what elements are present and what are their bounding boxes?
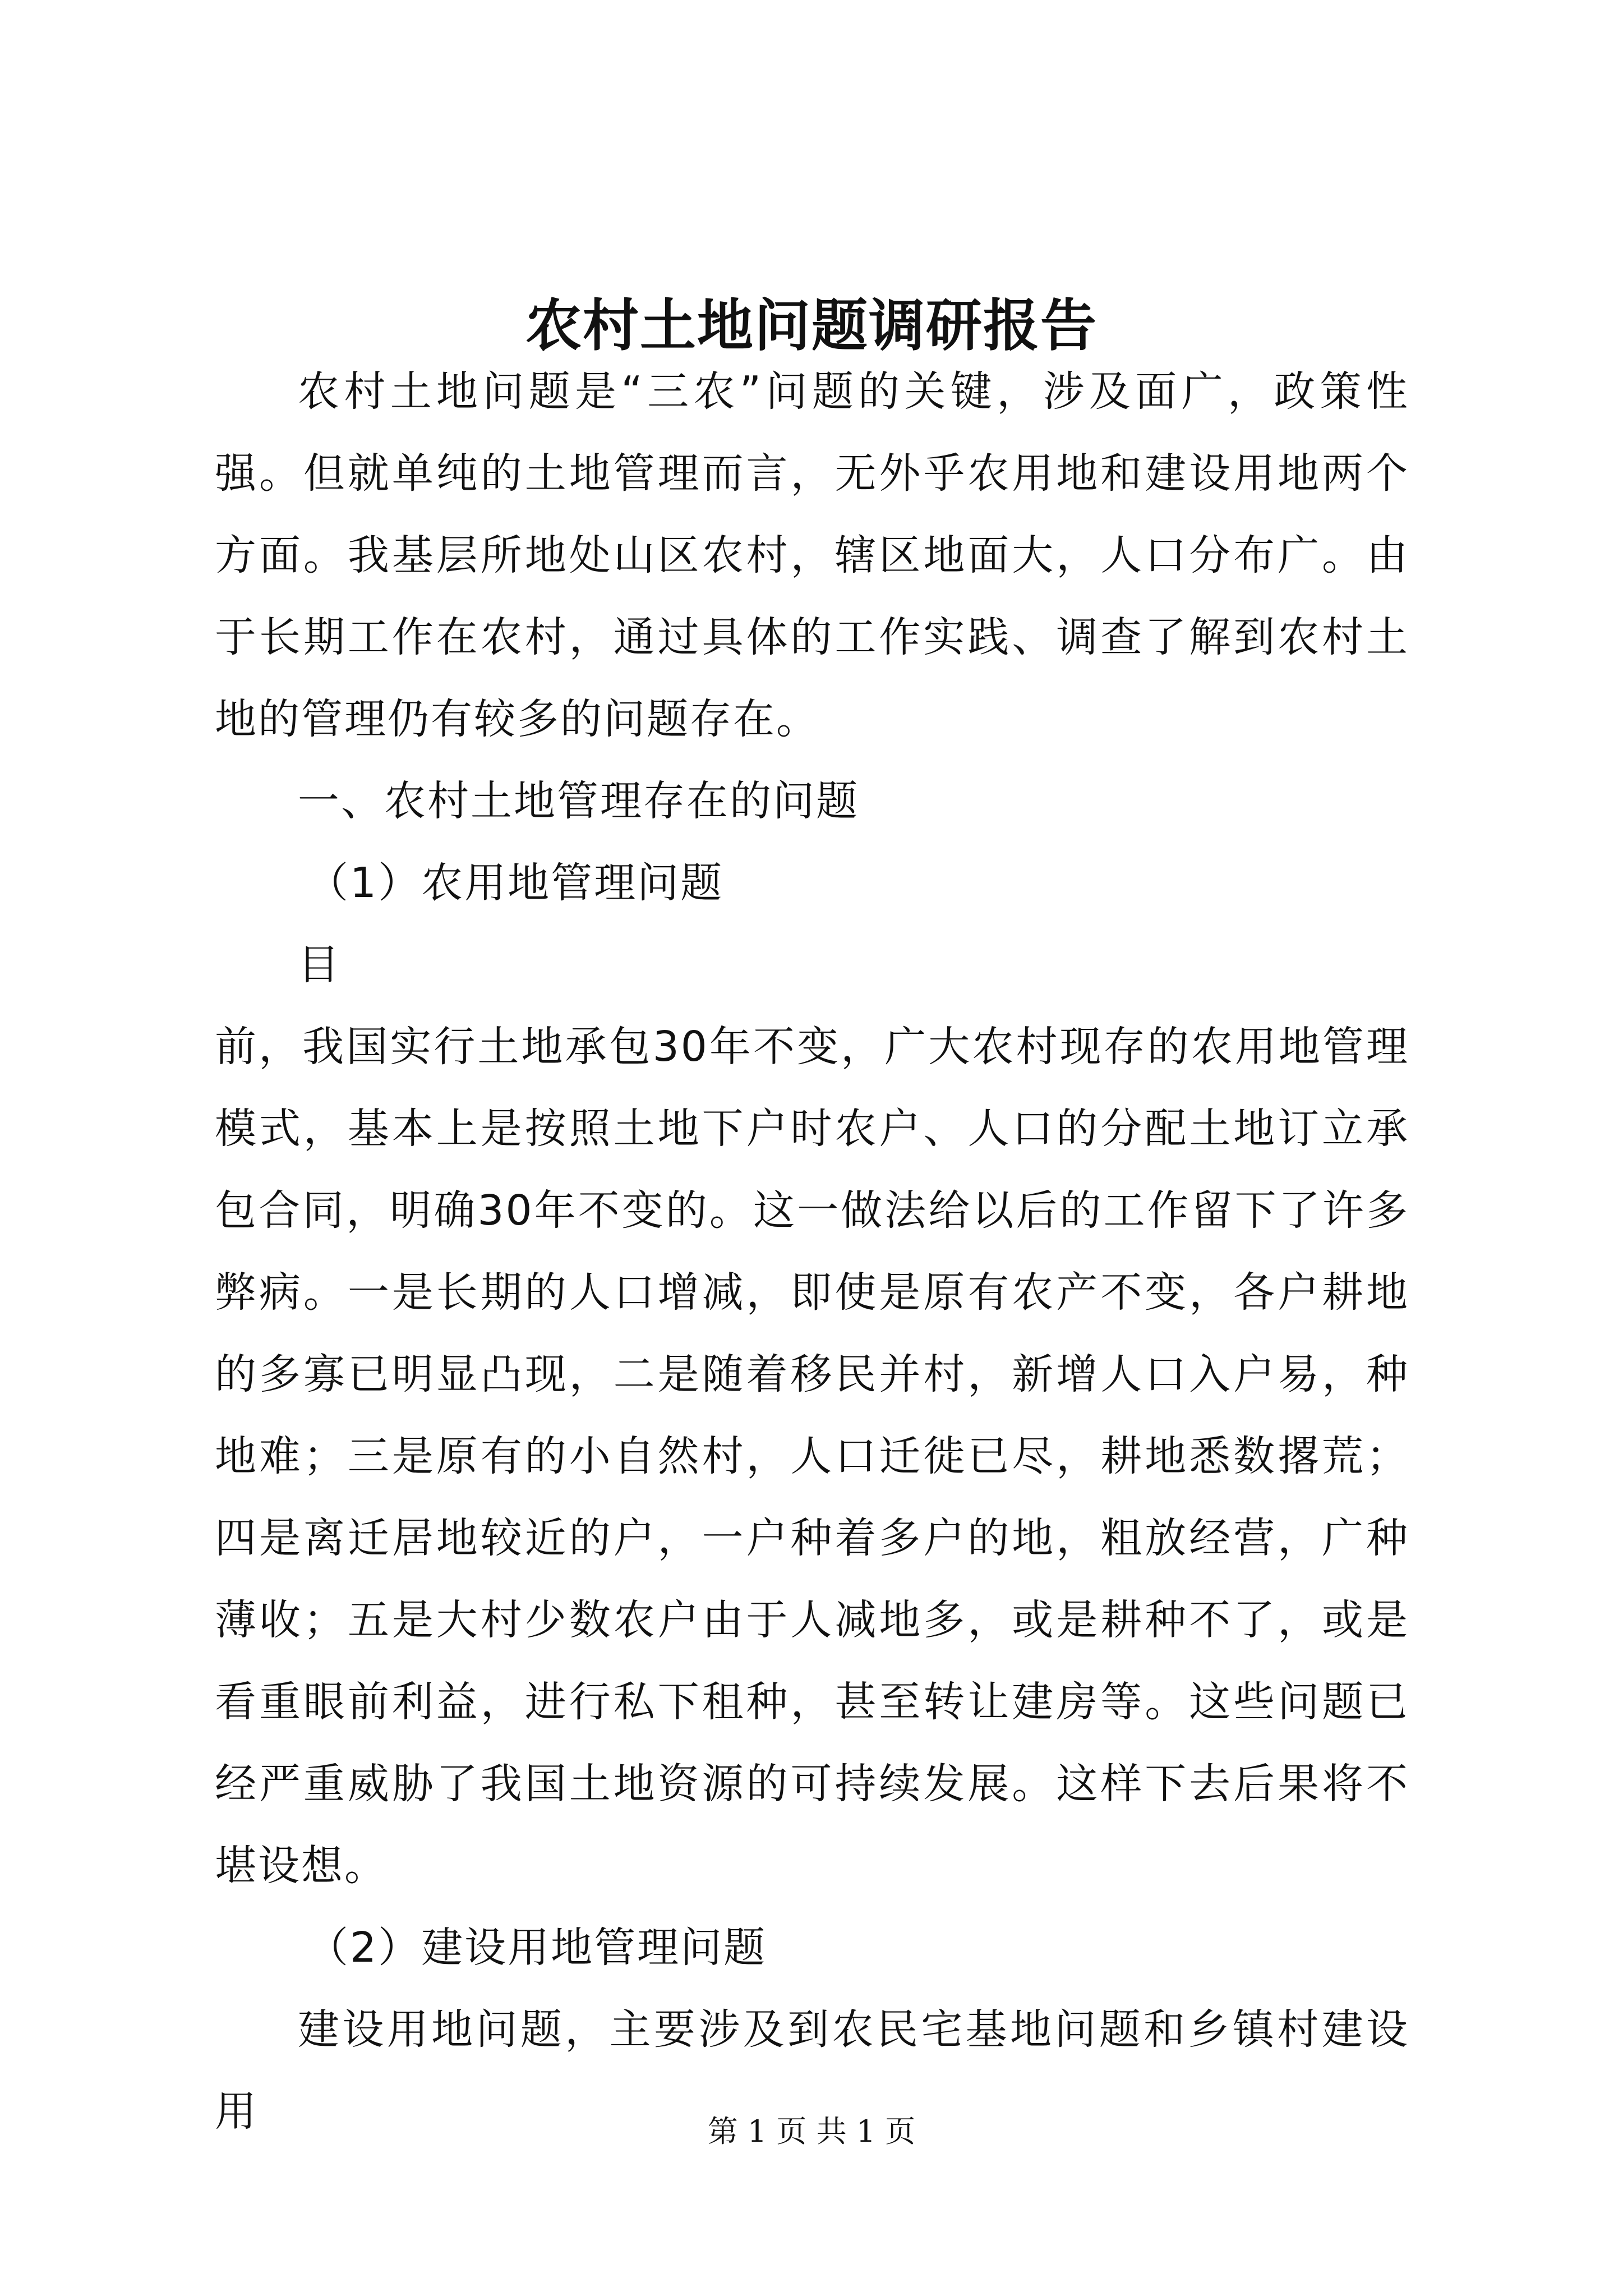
paragraph-construction-land: 建设用地问题，主要涉及到农民宅基地问题和乡镇村建设用 bbox=[215, 2005, 1409, 2136]
subsection-heading-construction-land: （2）建设用地管理问题 bbox=[307, 1924, 767, 1972]
document-body bbox=[215, 351, 1409, 2152]
section-heading-problems: 一、农村土地管理存在的问题 bbox=[298, 777, 859, 825]
paragraph-intro: 农村土地问题是“三农”问题的关键，涉及面广，政策性强。但就单纯的土地管理而言，无外乎农用地和建设用地两个方面。我基层所地处山区农村，辖区地面大，人口分布广。由于长期工作在农村，通过具体的工作实践、调查了解到农村土地的管理仍有较多的问题存在。 bbox=[215, 367, 1409, 743]
subsection-heading-farmland: （1）农用地管理问题 bbox=[307, 859, 724, 907]
document-title: 农村土地问题调研报告 bbox=[525, 292, 1098, 358]
page-footer: 第 1 页 共 1 页 bbox=[707, 2114, 916, 2149]
paragraph-farmland: 目 前，我国实行土地承包30年不变，广大农村现存的农用地管理模式，基本上是按照土地下户时农户、人口的分配土地订立承包合同，明确30年不变的。这一做法给以后的工作留下了许多弊病。一是长期的人口增减，即使是原有农产不变，各户耕地的多寡已明显凸现，二是随着移民并村，新增人口入户易，种地难；三是原有的小自然村，人口迁徙已尽，耕地悉数撂荒；四是离迁居地较近的户，一户种着多户的地，粗放经营，广种薄收；五是大村少数农户由于人减地多，或是耕种不了，或是看重眼前利益，进行私下租种，甚至转让建房等。这些问题已经严重威胁了我国土地资源的可持续发展。这样下去后果将不堪设想。 bbox=[215, 941, 1409, 1890]
